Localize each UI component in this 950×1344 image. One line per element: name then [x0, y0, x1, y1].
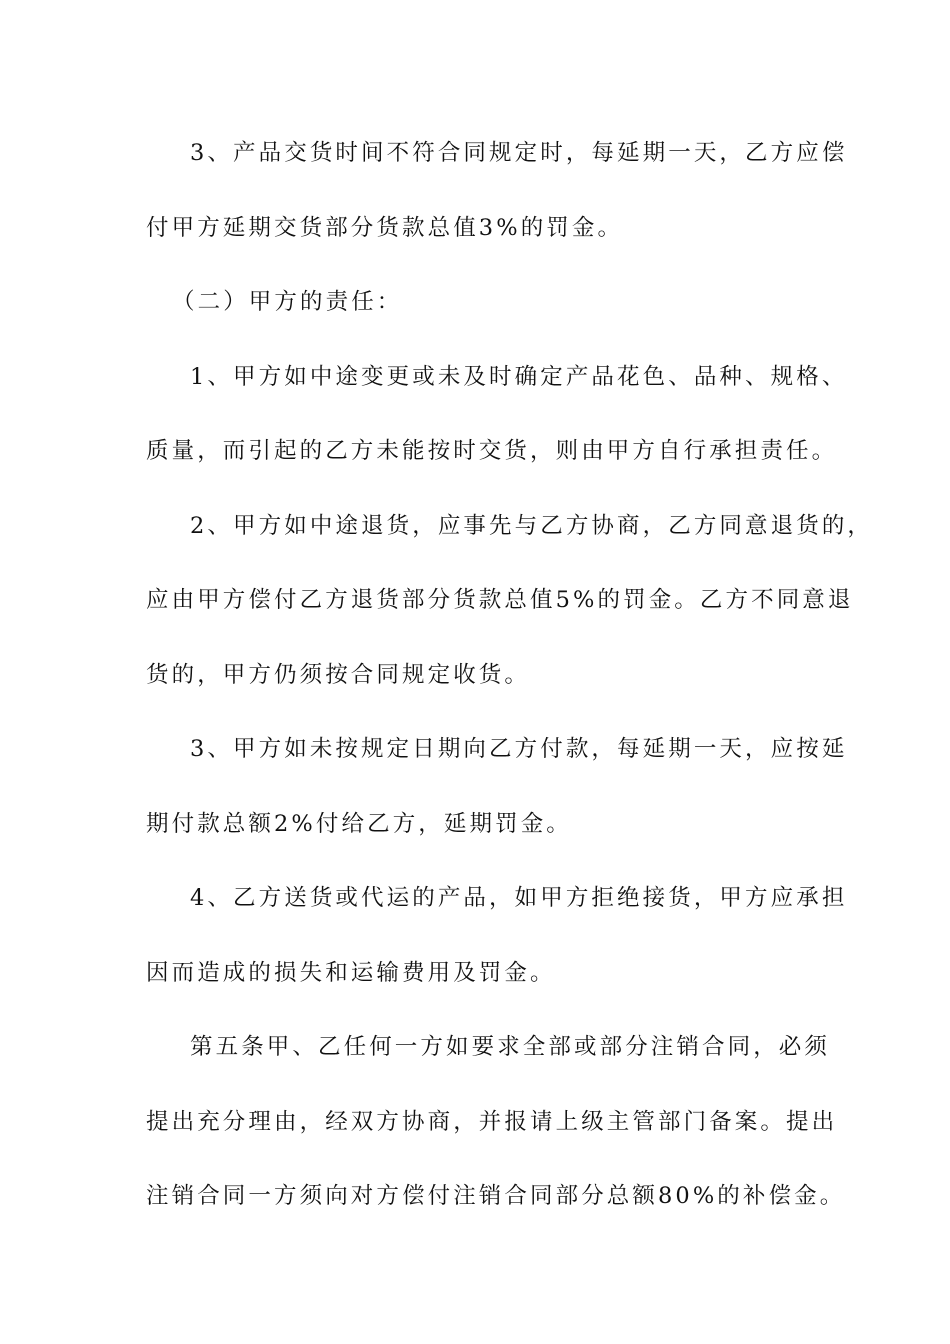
paragraph-line: 期付款总额2%付给乙方，延期罚金。 [146, 811, 572, 837]
paragraph-line: 提出充分理由，经双方协商，并报请上级主管部门备案。提出 [146, 1109, 838, 1135]
section-heading: （二）甲方的责任： [172, 289, 403, 315]
paragraph-line: 1、甲方如中途变更或未及时确定产品花色、品种、规格、 [190, 364, 848, 390]
paragraph-line: 3、甲方如未按规定日期向乙方付款，每延期一天，应按延 [190, 736, 848, 762]
paragraph-line: 付甲方延期交货部分货款总值3%的罚金。 [146, 215, 624, 241]
paragraph-line: 注销合同一方须向对方偿付注销合同部分总额80%的补偿金。 [146, 1183, 846, 1209]
paragraph-line: 应由甲方偿付乙方退货部分货款总值5%的罚金。乙方不同意退 [146, 587, 854, 613]
paragraph-line: 3、产品交货时间不符合同规定时，每延期一天，乙方应偿 [190, 140, 848, 166]
paragraph-line: 4、乙方送货或代运的产品，如甲方拒绝接货，甲方应承担 [190, 885, 848, 911]
paragraph-line: 货的，甲方仍须按合同规定收货。 [146, 662, 531, 688]
paragraph-line: 第五条甲、乙任何一方如要求全部或部分注销合同，必须 [190, 1034, 831, 1060]
paragraph-line: 质量，而引起的乙方未能按时交货，则由甲方自行承担责任。 [146, 438, 838, 464]
paragraph-line: 因而造成的损失和运输费用及罚金。 [146, 960, 556, 986]
paragraph-line: 2、甲方如中途退货，应事先与乙方协商，乙方同意退货的， [190, 513, 874, 539]
